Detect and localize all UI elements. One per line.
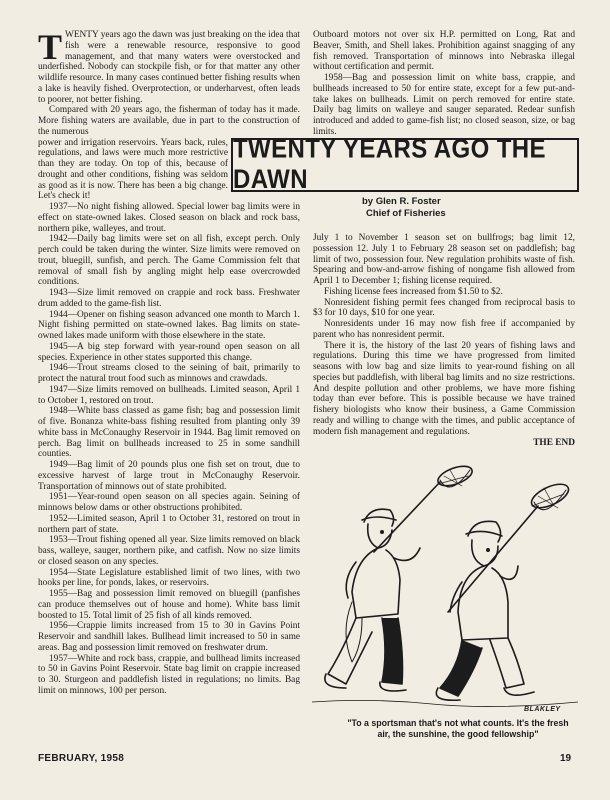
fishermen-cartoon-illustration	[312, 462, 578, 712]
author-name: by Glen R. Foster	[362, 196, 441, 207]
year-entry-1945: 1945—A big step forward with year-round open season on all species. Experience in other states supported this change.	[38, 341, 300, 363]
year-entry-1951: 1951—Year-round open season on all species again. Seining of minnows below dams or other obstructions prohibited.	[38, 492, 300, 513]
left-column	[38, 27, 301, 697]
year-entry-1958-continued: July 1 to November 1 season set on bullfrogs; bag limit 12, possession 12. July 1 to February 28 season set on paddlefish; bag limit of two, possession four. New regulation prohibits waste of fish. Spearing and bow-and-arrow fishing of nongame fish allowed from April 1 to December 1; fishing license required.	[313, 233, 575, 286]
illustration-caption: "To a sportsman that's not what counts. It's the fresh air, the sunshine, the good fellowship"	[347, 718, 569, 739]
year-entry-1953: 1953—Trout fishing opened all year. Size limits removed on black bass, walleye, sauger, northern pike, and catfish. Now no size limits or closed season on any species.	[38, 535, 300, 567]
year-entry-1955: 1955—Bag and possession limit removed on bluegill (panfishes can produce themselves out of house and home). White bass limit boosted to 15. Total limit of 25 fish of all kinds removed.	[38, 589, 300, 621]
year-entry-1948: 1948—White bass classed as game fish; bag and possession limit of five. Bonanza white-bass fishing resulted from planting only 39 white bass in McConaughy Reservoir in 1944. Bag limit removed on perch. Bag limit on bullheads increased to 25 in some sandhill counties.	[38, 406, 300, 460]
year-entry-1944: 1944—Opener on fishing season advanced one month to March 1. Night fishing permitted on state-owned lakes. Bag limits on state-owned lakes made uniform with those elsewhere in the state.	[38, 309, 300, 341]
year-entry-1942: 1942—Daily bag limits were set on all fish, except perch. Only perch could be taken during the winter. Size limits were removed on trout, bluegill, sunfish, and perch. The Game Commission felt that removal of small fish by angling might help ease overcrowded conditions.	[38, 234, 300, 288]
license-fees-paragraph: Fishing license fees increased from $1.50 to $2.	[324, 286, 503, 297]
page-number: 19	[560, 753, 572, 764]
nonresident-fees-paragraph: Nonresident fishing permit fees changed from reciprocal basis to $3 for 10 days, $10 for one year.	[313, 297, 575, 319]
issue-date: FEBRUARY, 1958	[38, 753, 125, 764]
year-entry-1949: 1949—Bag limit of 20 pounds plus one fish set on trout, due to excessive harvest of large trout in McConaughy Reservoir. Transportation of minnows out of state prohibited.	[38, 460, 300, 492]
drop-cap: T	[38, 27, 63, 67]
year-entry-1956: 1956—Crappie limits increased from 15 to 30 in Gavins Point Reservoir and sandhill lakes. Bullhead limit increased to 50 in same areas. Bag and possession limit removed on freshwater drum.	[38, 621, 300, 653]
year-entry-1952: 1952—Limited season, April 1 to October 31, restored on trout in northern part of state.	[38, 513, 300, 535]
year-entry-1954: 1954—State Legislature established limit of two lines, with two hooks per line, for ponds, lakes, or reservoirs.	[38, 567, 300, 589]
article-title-box	[231, 134, 579, 195]
conclusion-paragraph: There it is, the history of the last 20 years of fishing laws and regulations. During this time we have progressed from limited seasons with low bag and size limits to year-round fishing on all species but paddlefish, with liberal bag limits and no size restrictions. And despite pollution and other problems, we have more fishing today than ever before. This is possible because we have trained fishery biologists who know their business, a Game Commission ready and willing to change with the times, and public acceptance of modern fish management and regulations.	[313, 340, 575, 437]
right-column-middle	[313, 233, 575, 449]
intro-paragraph-2: Compared with 20 years ago, the fisherman of today has it made. More fishing waters are available, due in part to the construction of the numerous	[38, 105, 300, 137]
year-entry-1946: 1946—Trout streams closed to the seining of bait, primarily to protect the natural trout food such as minnows and crawdads.	[38, 363, 300, 384]
byline	[362, 196, 562, 220]
year-entry-1947: 1947—Size limits removed on bullheads. Limited season, April 1 to October 1, restored on trout.	[38, 384, 300, 406]
left-fisherman	[325, 509, 420, 691]
author-title: Chief of Fisheries	[366, 208, 446, 219]
article-title: TWENTY YEARS AGO THE DAWN	[233, 134, 546, 195]
right-column-top	[313, 30, 575, 138]
nonresident-minors-paragraph: Nonresidents under 16 may now fish free if accompanied by parent who has nonresident permit.	[313, 319, 575, 340]
year-entry-1937: 1937—No night fishing allowed. Special lower bag limits were in effect on state-owned lakes. Closed season on black and rock bass, northern pike, walleyes, and trout.	[38, 202, 300, 234]
the-end: THE END	[533, 438, 575, 449]
right-fisherman	[436, 521, 534, 700]
year-entry-1943: 1943—Size limit removed on crappie and rock bass. Freshwater drum added to the game-fish list.	[38, 288, 300, 309]
year-entry-1957: 1957—White and rock bass, crappie, and bullhead limits increased to 50 in Gavins Point Reservoir. State bag limit on crappie increased to 30. Sturgeon and paddlefish listed in regulations; no limits. Bag limit on minnows, 100 per person.	[38, 653, 300, 696]
artist-signature: BLAKLEY	[524, 706, 561, 713]
year-entry-1957-continued: Outboard motors not over six H.P. permitted on Long, Rat and Beaver, Smith, and Shell lakes. Prohibition against snagging of any fish removed. Transportation of minnows into Nebraska illegal without certification and permit.	[313, 30, 575, 73]
intro-paragraph: TWENTY years ago the dawn was just breaking on the idea that fish were a renewable resource, responsive to good management, and that many waters were overstocked and underfished. Nobody can stockpile fish, or for that matter any other wildlife resource. In many cases continued better fishing results when a lake is heavily fished. Overprotection, or underharvest, often leads to poorer, not better fishing.	[38, 27, 301, 105]
intro-paragraph-2-continued: power and irrigation reservoirs. Years back, rules, regulations, and laws were much more restrictive than they are today. On top of this, because of drought and other conditions, fishing was seldom as good as it is now. There has been a big change. Let's check it!	[38, 137, 228, 202]
year-entry-1958: 1958—Bag and possession limit on white bass, crappie, and bullheads increased to 50 for entire state, except for a few put-and-take lakes on bullheads. Limit on perch removed for entire state. Daily bag limits on walleye and sauger separated. Redear sunfish introduced and added to game-fish list; no closed season, size, or bag limits.	[313, 73, 575, 137]
right-fishing-net	[448, 479, 572, 612]
